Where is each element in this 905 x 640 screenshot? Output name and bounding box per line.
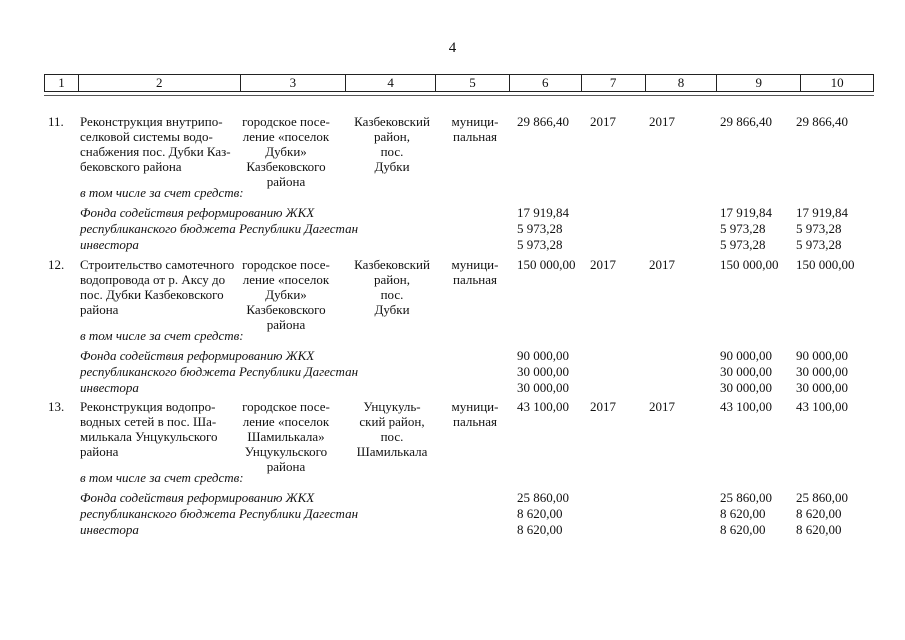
settlement-line: Дубки» xyxy=(265,287,307,302)
ownership-line: пальная xyxy=(453,272,497,287)
ownership-line: пальная xyxy=(453,414,497,429)
source-label: инвестора xyxy=(80,237,139,252)
source-label: инвестора xyxy=(80,522,139,537)
source-value-9: 8 620,00 xyxy=(720,506,766,521)
settlement-line: городское посе- xyxy=(242,399,330,414)
district-line: Казбековский xyxy=(354,114,430,129)
source-value-9: 8 620,00 xyxy=(720,522,766,537)
col10-value: 43 100,00 xyxy=(796,399,848,414)
settlement-line: Казбековского xyxy=(246,159,326,174)
table-header xyxy=(44,74,874,92)
end-year: 2017 xyxy=(649,257,675,272)
header-cell: 6 xyxy=(510,75,582,91)
settlement-line: ление «поселок xyxy=(242,414,330,429)
row-number: 11. xyxy=(48,114,64,129)
row-number: 12. xyxy=(48,257,65,272)
project-name-line: Строительство самотечного xyxy=(80,257,235,272)
settlement-line: городское посе- xyxy=(242,114,330,129)
col9-value: 29 866,40 xyxy=(720,114,772,129)
start-year: 2017 xyxy=(590,114,616,129)
district-line: Дубки xyxy=(374,302,410,317)
col10-value: 150 000,00 xyxy=(796,257,855,272)
source-value-10: 30 000,00 xyxy=(796,380,848,395)
header-cell: 5 xyxy=(436,75,510,91)
district-line: Шамилькала xyxy=(356,444,428,459)
project-name-line: района xyxy=(80,444,119,459)
project-name-line: Реконструкция внутрипо- xyxy=(80,114,223,129)
project-name-line: района xyxy=(80,302,119,317)
settlement-line: Казбековского xyxy=(246,302,326,317)
ownership-line: пальная xyxy=(453,129,497,144)
source-value-6: 5 973,28 xyxy=(517,221,563,236)
sources-label: в том числе за счет средств: xyxy=(80,470,244,485)
project-name-line: селковой системы водо- xyxy=(80,129,213,144)
source-value-10: 5 973,28 xyxy=(796,221,842,236)
source-value-9: 25 860,00 xyxy=(720,490,772,505)
project-name-line: водопровода от р. Аксу до xyxy=(80,272,226,287)
district-line: район, xyxy=(374,129,410,144)
page-number: 4 xyxy=(448,40,457,56)
source-value-6: 90 000,00 xyxy=(517,348,569,363)
end-year: 2017 xyxy=(649,114,675,129)
header-cell: 3 xyxy=(241,75,347,91)
total-cost: 150 000,00 xyxy=(517,257,576,272)
header-cell: 2 xyxy=(79,75,241,91)
col9-value: 43 100,00 xyxy=(720,399,772,414)
district-line: Казбековский xyxy=(354,257,430,272)
source-label: Фонда содействия реформированию ЖКХ xyxy=(80,348,315,363)
source-label: республиканского бюджета Республики Дагестан xyxy=(80,221,359,236)
end-year: 2017 xyxy=(649,399,675,414)
header-cell: 4 xyxy=(346,75,436,91)
source-label: инвестора xyxy=(80,380,139,395)
settlement-line: Дубки» xyxy=(265,144,307,159)
district-line: район, xyxy=(374,272,410,287)
source-value-9: 30 000,00 xyxy=(720,364,772,379)
source-value-10: 30 000,00 xyxy=(796,364,848,379)
source-value-10: 8 620,00 xyxy=(796,506,842,521)
header-cell: 8 xyxy=(646,75,718,91)
source-value-9: 5 973,28 xyxy=(720,221,766,236)
district-line: пос. xyxy=(380,144,404,159)
header-cell: 1 xyxy=(45,75,79,91)
row-number: 13. xyxy=(48,399,65,414)
district-line: пос. xyxy=(380,287,404,302)
source-value-6: 5 973,28 xyxy=(517,237,563,252)
header-cell: 10 xyxy=(830,75,844,90)
sources-label: в том числе за счет средств: xyxy=(80,185,244,200)
source-value-6: 30 000,00 xyxy=(517,380,569,395)
start-year: 2017 xyxy=(590,399,616,414)
source-label: Фонда содействия реформированию ЖКХ xyxy=(80,490,315,505)
col9-value: 150 000,00 xyxy=(720,257,779,272)
source-value-6: 17 919,84 xyxy=(517,205,569,220)
settlement-line: Шамилькала» xyxy=(247,429,325,444)
source-value-9: 17 919,84 xyxy=(720,205,772,220)
source-value-10: 17 919,84 xyxy=(796,205,848,220)
source-value-10: 5 973,28 xyxy=(796,237,842,252)
header-cell: 7 xyxy=(582,75,646,91)
source-label: республиканского бюджета Республики Дагестан xyxy=(80,506,359,521)
ownership-line: муници- xyxy=(451,399,499,414)
source-value-6: 8 620,00 xyxy=(517,506,563,521)
district-line: пос. xyxy=(380,429,404,444)
source-value-10: 8 620,00 xyxy=(796,522,842,537)
source-value-9: 5 973,28 xyxy=(720,237,766,252)
district-line: Унцукуль- xyxy=(363,399,421,414)
source-label: республиканского бюджета Республики Дагестан xyxy=(80,364,359,379)
source-value-10: 25 860,00 xyxy=(796,490,848,505)
source-label: Фонда содействия реформированию ЖКХ xyxy=(80,205,315,220)
project-name-line: бековского района xyxy=(80,159,182,174)
source-value-6: 30 000,00 xyxy=(517,364,569,379)
project-name-line: водных сетей в пос. Ша- xyxy=(80,414,217,429)
settlement-line: района xyxy=(266,317,306,332)
ownership-line: муници- xyxy=(451,114,499,129)
project-name-line: милькала Унцукульского xyxy=(80,429,218,444)
col10-value: 29 866,40 xyxy=(796,114,848,129)
settlement-line: городское посе- xyxy=(242,257,330,272)
district-line: ский район, xyxy=(359,414,425,429)
ownership-line: муници- xyxy=(451,257,499,272)
project-name-line: Реконструкция водопро- xyxy=(80,399,216,414)
source-value-6: 8 620,00 xyxy=(517,522,563,537)
district-line: Дубки xyxy=(374,159,410,174)
source-value-6: 25 860,00 xyxy=(517,490,569,505)
project-name-line: снабжения пос. Дубки Каз- xyxy=(80,144,231,159)
table-header-underline xyxy=(44,95,874,96)
header-cell: 9 xyxy=(717,75,801,91)
project-name-line: пос. Дубки Казбековского xyxy=(80,287,224,302)
settlement-line: Унцукульского xyxy=(244,444,328,459)
source-value-9: 90 000,00 xyxy=(720,348,772,363)
total-cost: 43 100,00 xyxy=(517,399,569,414)
settlement-line: района xyxy=(266,174,306,189)
total-cost: 29 866,40 xyxy=(517,114,569,129)
start-year: 2017 xyxy=(590,257,616,272)
source-value-9: 30 000,00 xyxy=(720,380,772,395)
sources-label: в том числе за счет средств: xyxy=(80,328,244,343)
source-value-10: 90 000,00 xyxy=(796,348,848,363)
settlement-line: ление «поселок xyxy=(242,272,330,287)
settlement-line: района xyxy=(266,459,306,474)
settlement-line: ление «поселок xyxy=(242,129,330,144)
